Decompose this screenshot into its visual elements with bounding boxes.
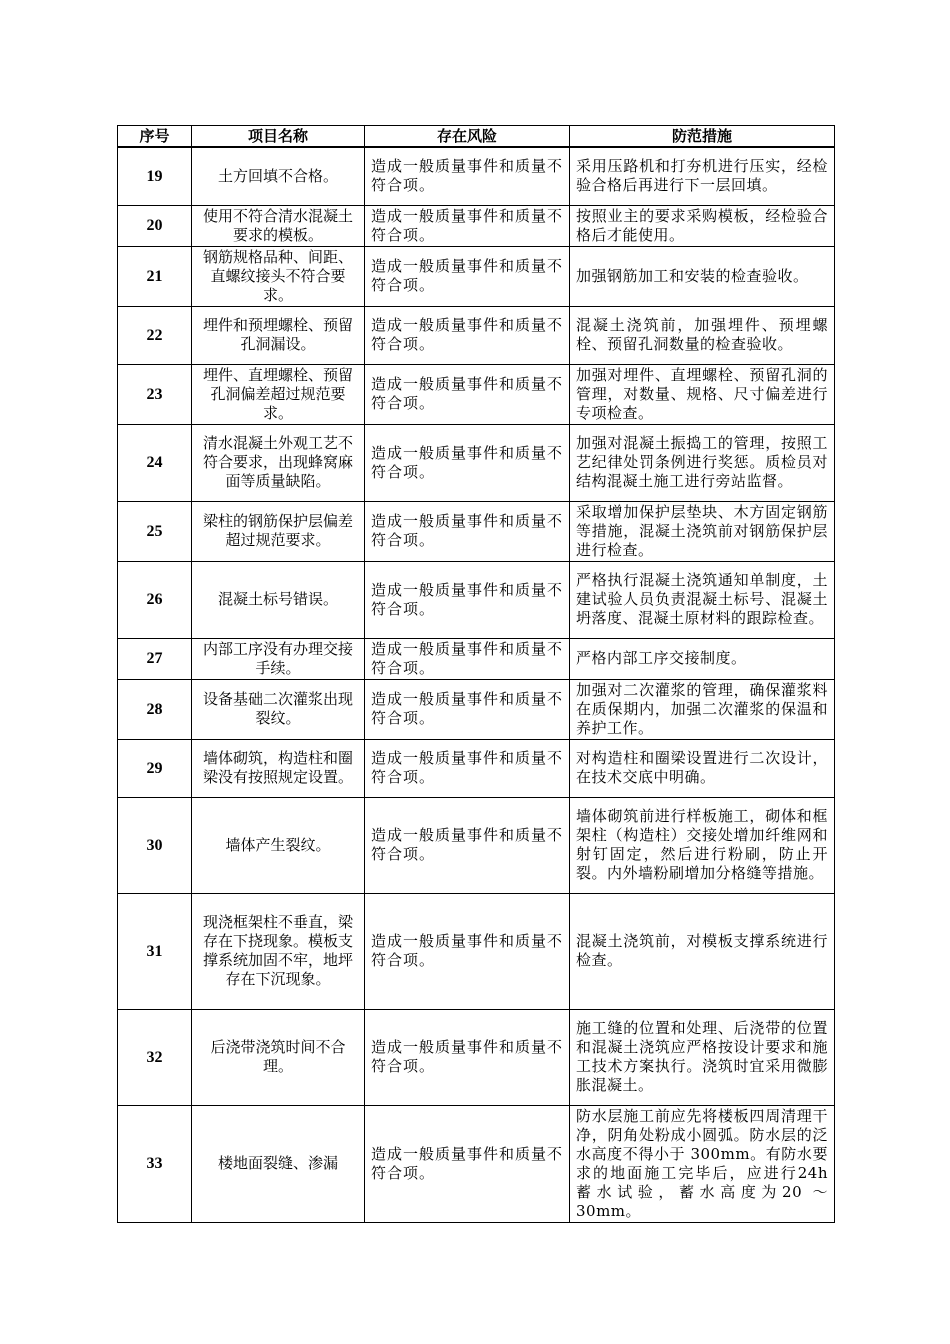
- table-body: [118, 147, 835, 1222]
- row-item-name: 设备基础二次灌浆出现裂纹。: [192, 679, 365, 739]
- table-header-row: [118, 126, 835, 148]
- row-item-name: 混凝土标号错误。: [192, 561, 365, 638]
- row-measure: 加强对混凝土振捣工的管理，按照工艺纪律处罚条例进行奖惩。质检员对结构混凝土施工进行旁站监督。: [570, 424, 835, 501]
- table-row: [118, 638, 835, 679]
- row-number: 31: [118, 893, 192, 1009]
- row-risk: 造成一般质量事件和质量不符合项。: [365, 364, 570, 424]
- row-risk: 造成一般质量事件和质量不符合项。: [365, 1105, 570, 1222]
- row-item-name: 钢筋规格品种、间距、直螺纹接头不符合要求。: [192, 246, 365, 306]
- row-number: 19: [118, 147, 192, 205]
- table-row: [118, 679, 835, 739]
- row-measure: 加强对二次灌浆的管理，确保灌浆料在质保期内，加强二次灌浆的保温和养护工作。: [570, 679, 835, 739]
- row-number: 23: [118, 364, 192, 424]
- table-row: [118, 501, 835, 561]
- row-item-name: 埋件和预埋螺栓、预留孔洞漏设。: [192, 306, 365, 364]
- table-row: [118, 797, 835, 893]
- row-risk: 造成一般质量事件和质量不符合项。: [365, 1009, 570, 1105]
- row-number: 27: [118, 638, 192, 679]
- table-row: [118, 739, 835, 797]
- row-measure: 采用压路机和打夯机进行压实，经检验合格后再进行下一层回填。: [570, 147, 835, 205]
- row-risk: 造成一般质量事件和质量不符合项。: [365, 205, 570, 246]
- risk-table: [117, 125, 835, 1223]
- table-row: [118, 306, 835, 364]
- row-risk: 造成一般质量事件和质量不符合项。: [365, 147, 570, 205]
- header-item-name: 项目名称: [192, 126, 365, 148]
- row-measure: 对构造柱和圈梁设置进行二次设计，在技术交底中明确。: [570, 739, 835, 797]
- row-measure: 混凝土浇筑前，加强埋件、预埋螺栓、预留孔洞数量的检查验收。: [570, 306, 835, 364]
- row-item-name: 内部工序没有办理交接手续。: [192, 638, 365, 679]
- row-risk: 造成一般质量事件和质量不符合项。: [365, 561, 570, 638]
- row-measure: 施工缝的位置和处理、后浇带的位置和混凝土浇筑应严格按设计要求和施工技术方案执行。浇筑时宜采用微膨胀混凝土。: [570, 1009, 835, 1105]
- row-risk: 造成一般质量事件和质量不符合项。: [365, 679, 570, 739]
- row-risk: 造成一般质量事件和质量不符合项。: [365, 893, 570, 1009]
- table-row: [118, 364, 835, 424]
- table-row: [118, 1105, 835, 1222]
- table-row: [118, 1009, 835, 1105]
- row-item-name: 清水混凝土外观工艺不符合要求，出现蜂窝麻面等质量缺陷。: [192, 424, 365, 501]
- row-item-name: 墙体产生裂纹。: [192, 797, 365, 893]
- row-number: 21: [118, 246, 192, 306]
- row-number: 28: [118, 679, 192, 739]
- row-risk: 造成一般质量事件和质量不符合项。: [365, 797, 570, 893]
- table-row: [118, 561, 835, 638]
- row-number: 22: [118, 306, 192, 364]
- row-item-name: 墙体砌筑，构造柱和圈梁没有按照规定设置。: [192, 739, 365, 797]
- row-risk: 造成一般质量事件和质量不符合项。: [365, 424, 570, 501]
- row-risk: 造成一般质量事件和质量不符合项。: [365, 739, 570, 797]
- row-number: 25: [118, 501, 192, 561]
- row-item-name: 梁柱的钢筋保护层偏差超过规范要求。: [192, 501, 365, 561]
- table-row: [118, 205, 835, 246]
- row-risk: 造成一般质量事件和质量不符合项。: [365, 306, 570, 364]
- row-number: 29: [118, 739, 192, 797]
- row-number: 32: [118, 1009, 192, 1105]
- table-row: [118, 246, 835, 306]
- row-number: 20: [118, 205, 192, 246]
- row-item-name: 埋件、直埋螺栓、预留孔洞偏差超过规范要求。: [192, 364, 365, 424]
- row-number: 26: [118, 561, 192, 638]
- row-measure: 防水层施工前应先将楼板四周清理干净，阴角处粉成小圆弧。防水层的泛水高度不得小于 300mm。有防水要求的地面施工完毕后，应进行24h 蓄水试验，蓄水高度为20 ～30mm。: [570, 1105, 835, 1222]
- row-item-name: 楼地面裂缝、渗漏: [192, 1105, 365, 1222]
- row-item-name: 后浇带浇筑时间不合理。: [192, 1009, 365, 1105]
- row-risk: 造成一般质量事件和质量不符合项。: [365, 501, 570, 561]
- row-measure: 加强对埋件、直埋螺栓、预留孔洞的管理，对数量、规格、尺寸偏差进行专项检查。: [570, 364, 835, 424]
- row-item-name: 现浇框架柱不垂直，梁存在下挠现象。模板支撑系统加固不牢，地坪存在下沉现象。: [192, 893, 365, 1009]
- row-measure: 按照业主的要求采购模板，经检验合格后才能使用。: [570, 205, 835, 246]
- row-number: 30: [118, 797, 192, 893]
- row-risk: 造成一般质量事件和质量不符合项。: [365, 638, 570, 679]
- row-number: 24: [118, 424, 192, 501]
- row-measure: 严格执行混凝土浇筑通知单制度，土建试验人员负责混凝土标号、混凝土坍落度、混凝土原材料的跟踪检查。: [570, 561, 835, 638]
- row-measure: 混凝土浇筑前，对模板支撑系统进行检查。: [570, 893, 835, 1009]
- table-row: [118, 424, 835, 501]
- row-risk: 造成一般质量事件和质量不符合项。: [365, 246, 570, 306]
- header-no: 序号: [118, 126, 192, 148]
- header-measure: 防范措施: [570, 126, 835, 148]
- table-row: [118, 147, 835, 205]
- table-row: [118, 893, 835, 1009]
- row-number: 33: [118, 1105, 192, 1222]
- row-item-name: 使用不符合清水混凝土要求的模板。: [192, 205, 365, 246]
- row-measure: 加强钢筋加工和安装的检查验收。: [570, 246, 835, 306]
- row-item-name: 土方回填不合格。: [192, 147, 365, 205]
- row-measure: 采取增加保护层垫块、木方固定钢筋等措施，混凝土浇筑前对钢筋保护层进行检查。: [570, 501, 835, 561]
- header-risk: 存在风险: [365, 126, 570, 148]
- row-measure: 墙体砌筑前进行样板施工，砌体和框架柱（构造柱）交接处增加纤维网和射钉固定，然后进行粉刷，防止开裂。内外墙粉刷增加分格缝等措施。: [570, 797, 835, 893]
- row-measure: 严格内部工序交接制度。: [570, 638, 835, 679]
